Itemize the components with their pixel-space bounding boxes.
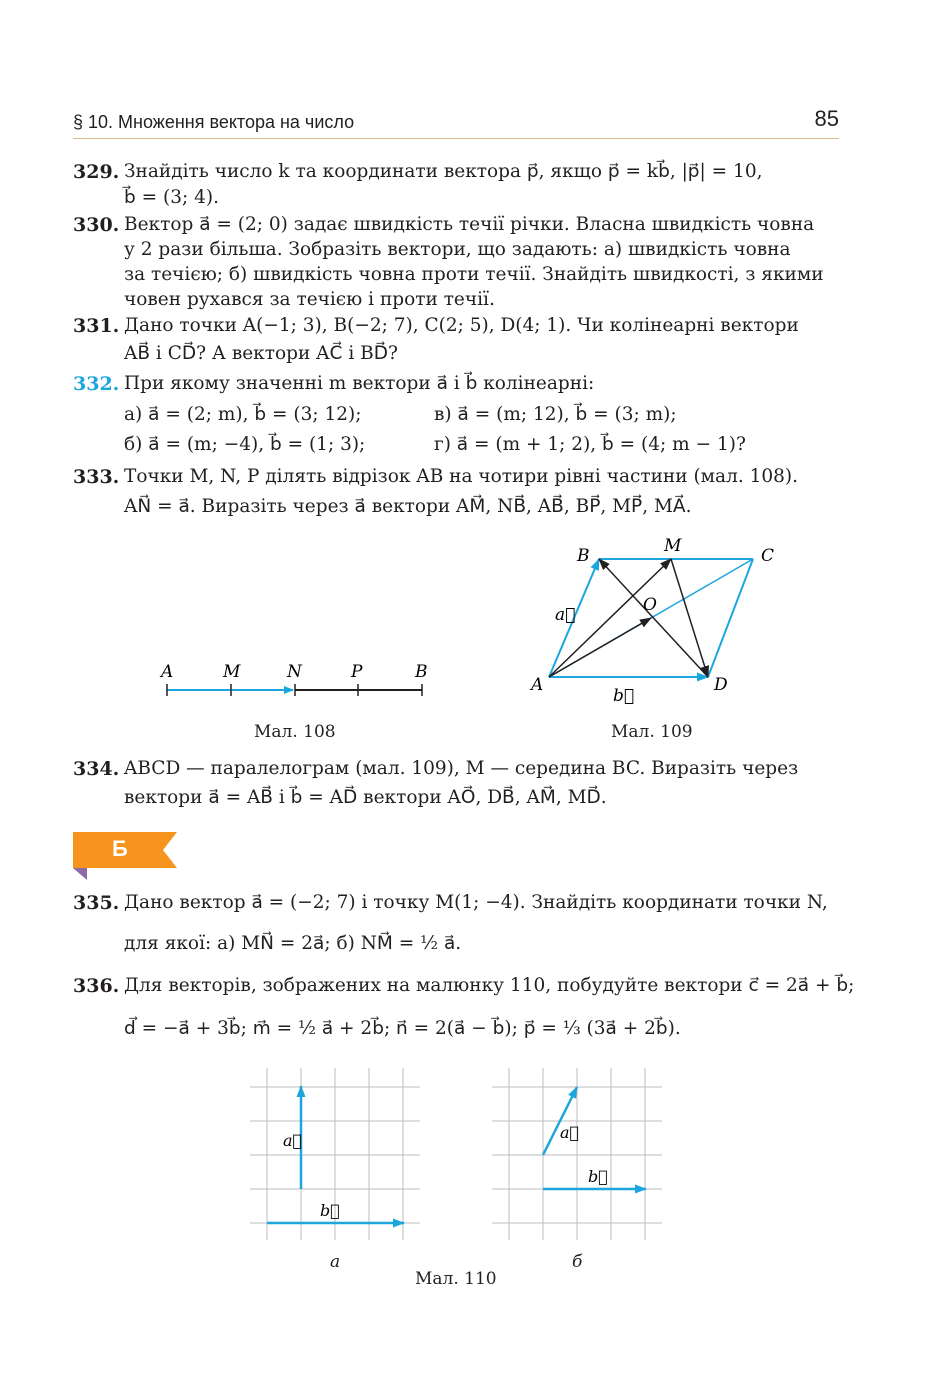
problem-option: г) a⃗ = (m + 1; 2), b⃗ = (4; m − 1)? (434, 434, 746, 455)
problem-text: за течією; б) швидкість човна проти течії. Знайдіть швидкості, з якими (124, 264, 824, 285)
problem-number: 333. (73, 466, 120, 488)
problem-text: Точки M, N, P ділять відрізок AB на чотири рівні частини (мал. 108). (124, 466, 799, 487)
subfigure-label: б (572, 1252, 583, 1272)
figure-caption: Мал. 109 (611, 722, 693, 742)
figure-109 (525, 530, 785, 710)
problem-text: Вектор a⃗ = (2; 0) задає швидкість течії річки. Власна швидкість човна (124, 214, 815, 235)
subfigure-label: а (330, 1252, 341, 1272)
page-number: 85 (814, 106, 839, 131)
vector-label-b: b⃗ (588, 1167, 608, 1186)
point-label-c: C (761, 546, 775, 566)
point-label-d: D (714, 675, 728, 695)
vector-md (671, 559, 708, 677)
figure-caption: Мал. 108 (254, 722, 336, 742)
vector-label-b: b⃗ (320, 1201, 340, 1220)
point-label-m: M (223, 662, 241, 682)
problem-number: 331. (73, 315, 120, 337)
problem-option: б) a⃗ = (m; −4), b⃗ = (1; 3); (124, 434, 366, 455)
point-label-n: N (287, 662, 302, 682)
problem-option: в) a⃗ = (m; 12), b⃗ = (3; m); (434, 404, 677, 425)
point-label-a: A (531, 675, 544, 695)
problem-text: у 2 рази більша. Зобразіть вектори, що задають: а) швидкість човна (124, 239, 791, 260)
problem-text: При якому значенні m вектори a⃗ і b⃗ колінеарні: (124, 373, 595, 394)
figure-caption: Мал. 110 (415, 1269, 497, 1289)
problem-text: AB⃗ і CD⃗? А вектори AC⃗ і BD⃗? (124, 343, 398, 364)
problem-text: Знайдіть число k та координати вектора p⃗, якщо p⃗ = kb⃗, |p⃗| = 10, (124, 161, 763, 182)
vector-label-a: a⃗ (283, 1131, 303, 1150)
problem-number: 329. (73, 161, 120, 183)
problem-text: для якої: а) MN⃗ = 2a⃗; б) NM⃗ = ½ a⃗. (124, 933, 462, 954)
point-label-b: B (415, 662, 428, 682)
problem-text: d⃗ = −a⃗ + 3b⃗; m⃗ = ½ a⃗ + 2b⃗; n⃗ = 2(a⃗ − b⃗); p⃗ = ⅓ (3a⃗ + 2b⃗). (124, 1018, 681, 1039)
figure-110b (492, 1068, 672, 1248)
vector-label-a: a⃗ (555, 605, 576, 625)
vector-label-b: b⃗ (613, 686, 635, 706)
problem-text: b⃗ = (3; 4). (124, 187, 219, 208)
problem-text: човен рухався за течією і проти течії. (124, 289, 495, 310)
problem-number: 334. (73, 758, 120, 780)
section-title: § 10. Множення вектора на число (73, 112, 355, 132)
problem-text: вектори a⃗ = AB⃗ і b⃗ = AD⃗ вектори AO⃗, DB⃗, AM⃗, MD⃗. (124, 787, 607, 808)
point-label-o: O (643, 595, 657, 615)
point-label-m: M (664, 536, 682, 556)
problem-number: 332. (73, 373, 120, 395)
problem-number: 330. (73, 214, 120, 236)
problem-text: Для векторів, зображених на малюнку 110, побудуйте вектори c⃗ = 2a⃗ + b⃗; (124, 975, 855, 996)
problem-text: ABCD — паралелограм (мал. 109), M — середина BC. Виразіть через (124, 758, 799, 779)
point-label-p: P (351, 662, 363, 682)
point-label-a: A (161, 662, 174, 682)
problem-text: Дано точки A(−1; 3), B(−2; 7), C(2; 5), D(4; 1). Чи колінеарні вектори (124, 315, 799, 336)
problem-number: 335. (73, 892, 120, 914)
figure-110a (250, 1068, 430, 1248)
running-header (73, 106, 839, 139)
problem-option: а) a⃗ = (2; m), b⃗ = (3; 12); (124, 404, 362, 425)
section-level-label: Б (112, 836, 128, 861)
figure-108 (150, 655, 440, 705)
vector-label-a: a⃗ (560, 1123, 580, 1142)
problem-number: 336. (73, 975, 120, 997)
problem-text: AN⃗ = a⃗. Виразіть через a⃗ вектори AM⃗, NB⃗, AB⃗, BP⃗, MP⃗, MA⃗. (124, 496, 692, 517)
problem-text: Дано вектор a⃗ = (−2; 7) і точку M(1; −4). Знайдіть координати точки N, (124, 892, 828, 913)
point-label-b: B (577, 546, 590, 566)
